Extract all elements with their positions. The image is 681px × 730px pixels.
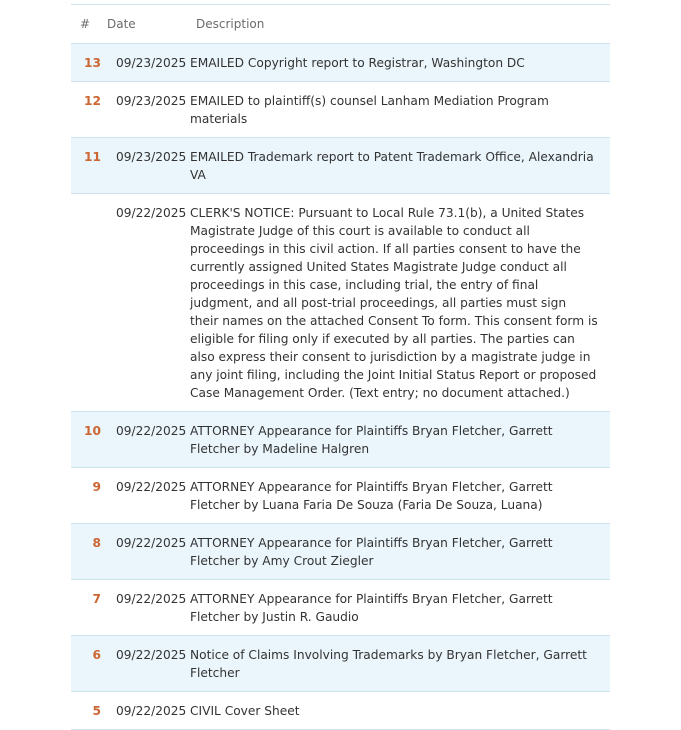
column-header-number[interactable]: # [80,17,91,31]
docket-table [71,4,610,730]
docket-entry-description: CIVIL Cover Sheet [190,704,300,718]
docket-entry-number: 10 [84,424,101,438]
column-header-description[interactable]: Description [196,17,265,31]
docket-entry-description: ATTORNEY Appearance for Plaintiffs Bryan Fletcher, Garrett Fletcher by Justin R. Gaudio [190,592,553,624]
docket-header-row [71,5,610,44]
docket-entry-date: 09/23/2025 [116,150,187,164]
docket-entry-date: 09/22/2025 [116,592,187,606]
docket-entry-description: ATTORNEY Appearance for Plaintiffs Bryan Fletcher, Garrett Fletcher by Luana Faria De Souza (Faria De Souza, Luana) [190,480,553,512]
docket-entry-row[interactable] [71,194,610,412]
docket-entry-description: EMAILED Copyright report to Registrar, Washington DC [190,56,525,70]
docket-entry-row[interactable] [71,636,610,692]
docket-entry-date: 09/23/2025 [116,56,187,70]
docket-entry-row[interactable] [71,468,610,524]
docket-entry-date: 09/22/2025 [116,206,187,220]
docket-entry-row[interactable] [71,138,610,194]
docket-entry-row[interactable] [71,44,610,82]
docket-entry-date: 09/23/2025 [116,94,187,108]
docket-entry-date: 09/22/2025 [116,704,187,718]
docket-entry-number: 8 [92,536,101,550]
docket-entry-row[interactable] [71,580,610,636]
docket-entry-row[interactable] [71,692,610,730]
docket-entry-row[interactable] [71,82,610,138]
docket-entry-description: ATTORNEY Appearance for Plaintiffs Bryan Fletcher, Garrett Fletcher by Amy Crout Ziegler [190,536,553,568]
docket-entry-number: 11 [84,150,101,164]
docket-entry-number: 5 [92,704,101,718]
docket-entry-number: 7 [92,592,101,606]
docket-entry-date: 09/22/2025 [116,424,187,438]
docket-entry-date: 09/22/2025 [116,648,187,662]
docket-entry-row[interactable] [71,524,610,580]
docket-entry-number: 6 [92,648,101,662]
column-header-date[interactable]: Date [107,17,136,31]
docket-entry-description: EMAILED Trademark report to Patent Trademark Office, Alexandria VA [190,150,594,182]
docket-rows [71,44,610,730]
docket-entry-number: 13 [84,56,101,70]
docket-entry-description: EMAILED to plaintiff(s) counsel Lanham Mediation Program materials [190,94,549,126]
docket-entry-description: CLERK'S NOTICE: Pursuant to Local Rule 73.1(b), a United States Magistrate Judge of this court is available to conduct all proceedings in this civil action. If all parties consent to have the currently assigned United States Magistrate Judge conduct all proceedings in this case, including trial, the entry of final judgment, and all post-trial proceedings, all parties must sign their names on the attached Consent To form. This consent form is eligible for filing only if executed by all parties. The parties can also express their consent to jurisdiction by a magistrate judge in any joint filing, including the Joint Initial Status Report or proposed Case Management Order. (Text entry; no document attached.) [190,206,598,400]
docket-entry-description: ATTORNEY Appearance for Plaintiffs Bryan Fletcher, Garrett Fletcher by Madeline Halgren [190,424,553,456]
docket-entry-description: Notice of Claims Involving Trademarks by Bryan Fletcher, Garrett Fletcher [190,648,587,680]
docket-entry-date: 09/22/2025 [116,536,187,550]
docket-entry-number: 12 [84,94,101,108]
docket-entry-date: 09/22/2025 [116,480,187,494]
docket-entry-row[interactable] [71,412,610,468]
docket-entry-number: 9 [92,480,101,494]
